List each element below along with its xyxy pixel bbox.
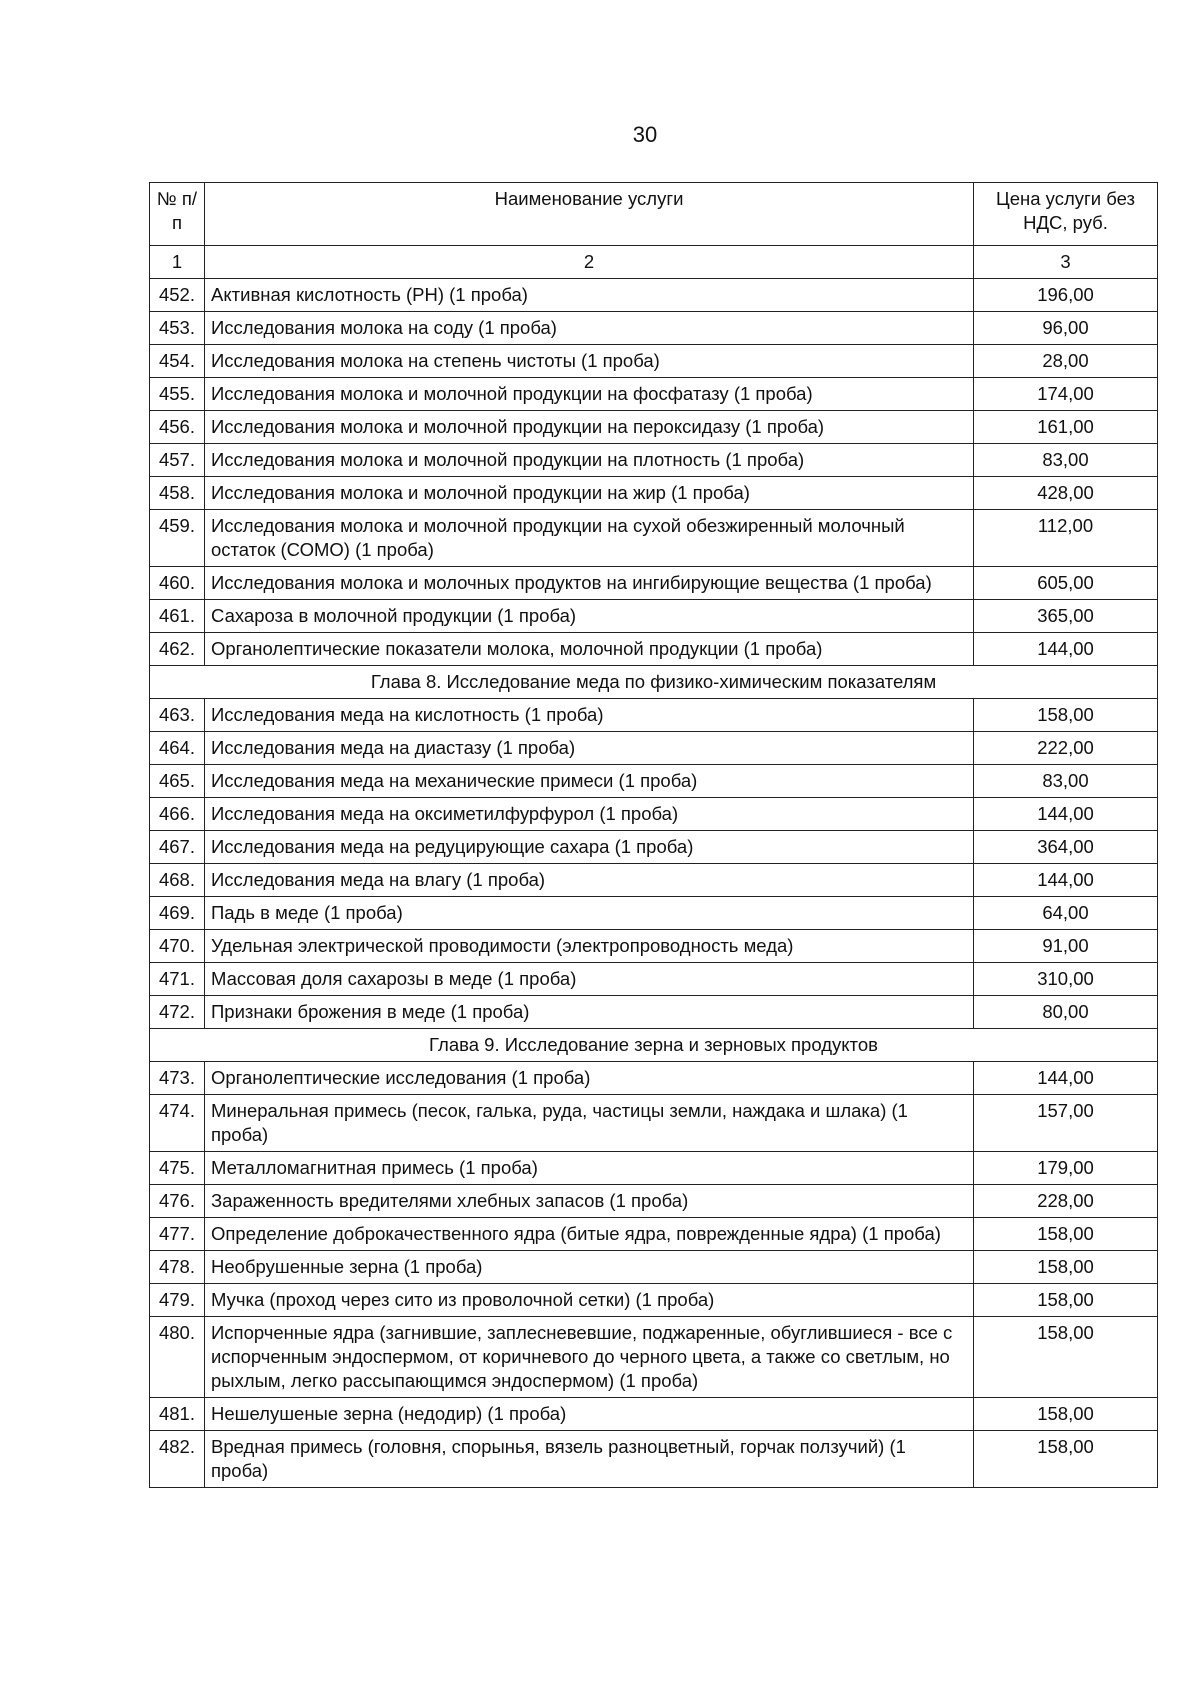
service-name: Исследования молока на степень чистоты (1 проба) [205, 345, 974, 378]
service-name: Исследования молока и молочной продукции на сухой обезжиренный молочный остаток (СОМО) (1 проба) [205, 510, 974, 567]
table-row [150, 1062, 1158, 1095]
service-price: 91,00 [974, 930, 1158, 963]
service-price: 144,00 [974, 864, 1158, 897]
table-row [150, 1185, 1158, 1218]
service-name: Активная кислотность (PH) (1 проба) [205, 279, 974, 312]
table-row [150, 864, 1158, 897]
table-row [150, 345, 1158, 378]
service-name: Исследования молока и молочной продукции на жир (1 проба) [205, 477, 974, 510]
service-price: 83,00 [974, 765, 1158, 798]
row-number: 469. [150, 897, 205, 930]
service-price: 174,00 [974, 378, 1158, 411]
row-number: 466. [150, 798, 205, 831]
chapter-title: Глава 8. Исследование меда по физико-химическим показателям [150, 666, 1158, 699]
service-price: 222,00 [974, 732, 1158, 765]
table-row [150, 378, 1158, 411]
service-name: Исследования молока и молочной продукции на фосфатазу (1 проба) [205, 378, 974, 411]
chapter-row [150, 666, 1158, 699]
service-price: 64,00 [974, 897, 1158, 930]
service-price: 83,00 [974, 444, 1158, 477]
table-row [150, 567, 1158, 600]
table-row [150, 633, 1158, 666]
service-price: 157,00 [974, 1095, 1158, 1152]
service-name: Органолептические показатели молока, молочной продукции (1 проба) [205, 633, 974, 666]
column-index: 2 [205, 246, 974, 279]
row-number: 475. [150, 1152, 205, 1185]
header-num: № п/п [150, 183, 205, 246]
service-price: 158,00 [974, 1284, 1158, 1317]
row-number: 473. [150, 1062, 205, 1095]
service-name: Исследования меда на диастазу (1 проба) [205, 732, 974, 765]
service-price: 228,00 [974, 1185, 1158, 1218]
table-row [150, 798, 1158, 831]
service-price: 96,00 [974, 312, 1158, 345]
service-price: 161,00 [974, 411, 1158, 444]
service-price: 179,00 [974, 1152, 1158, 1185]
service-price: 364,00 [974, 831, 1158, 864]
chapter-row [150, 1029, 1158, 1062]
page-number: 30 [632, 122, 658, 147]
service-name: Зараженность вредителями хлебных запасов (1 проба) [205, 1185, 974, 1218]
column-index: 1 [150, 246, 205, 279]
row-number: 474. [150, 1095, 205, 1152]
service-name: Исследования меда на редуцирующие сахара (1 проба) [205, 831, 974, 864]
service-name: Сахароза в молочной продукции (1 проба) [205, 600, 974, 633]
row-number: 459. [150, 510, 205, 567]
service-name: Падь в меде (1 проба) [205, 897, 974, 930]
row-number: 455. [150, 378, 205, 411]
table-row [150, 477, 1158, 510]
table-body [150, 279, 1158, 1488]
row-number: 452. [150, 279, 205, 312]
service-name: Массовая доля сахарозы в меде (1 проба) [205, 963, 974, 996]
row-number: 472. [150, 996, 205, 1029]
price-table [149, 182, 1158, 1488]
service-name: Исследования молока и молочных продуктов на ингибирующие вещества (1 проба) [205, 567, 974, 600]
service-price: 158,00 [974, 1218, 1158, 1251]
service-name: Вредная примесь (головня, спорынья, вязель разноцветный, горчак ползучий) (1 проба) [205, 1431, 974, 1488]
row-number: 460. [150, 567, 205, 600]
table-row [150, 765, 1158, 798]
table-row [150, 1284, 1158, 1317]
service-name: Признаки брожения в меде (1 проба) [205, 996, 974, 1029]
service-name: Металломагнитная примесь (1 проба) [205, 1152, 974, 1185]
service-price: 28,00 [974, 345, 1158, 378]
service-name: Удельная электрической проводимости (электропроводность меда) [205, 930, 974, 963]
service-name: Исследования меда на механические примеси (1 проба) [205, 765, 974, 798]
row-number: 479. [150, 1284, 205, 1317]
chapter-title: Глава 9. Исследование зерна и зерновых продуктов [150, 1029, 1158, 1062]
row-number: 463. [150, 699, 205, 732]
row-number: 467. [150, 831, 205, 864]
service-name: Исследования молока на соду (1 проба) [205, 312, 974, 345]
service-name: Испорченные ядра (загнившие, заплесневевшие, поджаренные, обуглившиеся - все с испорченным эндоспермом, от коричневого до черного цвета, а также со светлым, но рыхлым, легко рассыпающимся эндоспермом) (1 проба) [205, 1317, 974, 1398]
service-price: 310,00 [974, 963, 1158, 996]
service-price: 365,00 [974, 600, 1158, 633]
row-number: 458. [150, 477, 205, 510]
table-row [150, 600, 1158, 633]
table-row [150, 279, 1158, 312]
header-price: Цена услуги без НДС, руб. [974, 183, 1158, 246]
row-number: 480. [150, 1317, 205, 1398]
service-price: 158,00 [974, 1431, 1158, 1488]
row-number: 465. [150, 765, 205, 798]
row-number: 456. [150, 411, 205, 444]
service-price: 80,00 [974, 996, 1158, 1029]
row-number: 462. [150, 633, 205, 666]
table-row [150, 1152, 1158, 1185]
table-row [150, 930, 1158, 963]
table-row [150, 1431, 1158, 1488]
table-row [150, 444, 1158, 477]
service-name: Исследования молока и молочной продукции на пероксидазу (1 проба) [205, 411, 974, 444]
service-price: 158,00 [974, 1317, 1158, 1398]
service-name: Минеральная примесь (песок, галька, руда, частицы земли, наждака и шлака) (1 проба) [205, 1095, 974, 1152]
column-index-row [150, 246, 1158, 279]
service-name: Органолептические исследования (1 проба) [205, 1062, 974, 1095]
row-number: 481. [150, 1398, 205, 1431]
table-header-row [150, 183, 1158, 246]
row-number: 454. [150, 345, 205, 378]
table-row [150, 411, 1158, 444]
table-row [150, 510, 1158, 567]
table-row [150, 1317, 1158, 1398]
service-price: 428,00 [974, 477, 1158, 510]
row-number: 477. [150, 1218, 205, 1251]
service-price: 158,00 [974, 699, 1158, 732]
row-number: 468. [150, 864, 205, 897]
row-number: 464. [150, 732, 205, 765]
row-number: 470. [150, 930, 205, 963]
row-number: 476. [150, 1185, 205, 1218]
service-name: Необрушенные зерна (1 проба) [205, 1251, 974, 1284]
service-name: Мучка (проход через сито из проволочной сетки) (1 проба) [205, 1284, 974, 1317]
table-row [150, 699, 1158, 732]
row-number: 457. [150, 444, 205, 477]
row-number: 471. [150, 963, 205, 996]
table-row [150, 1251, 1158, 1284]
table-row [150, 1218, 1158, 1251]
table-row [150, 963, 1158, 996]
header-name: Наименование услуги [205, 183, 974, 246]
table-row [150, 897, 1158, 930]
service-name: Исследования молока и молочной продукции на плотность (1 проба) [205, 444, 974, 477]
row-number: 482. [150, 1431, 205, 1488]
table-row [150, 312, 1158, 345]
service-name: Определение доброкачественного ядра (битые ядра, поврежденные ядра) (1 проба) [205, 1218, 974, 1251]
service-price: 196,00 [974, 279, 1158, 312]
service-price: 112,00 [974, 510, 1158, 567]
service-price: 158,00 [974, 1251, 1158, 1284]
column-index: 3 [974, 246, 1158, 279]
row-number: 453. [150, 312, 205, 345]
table-row [150, 732, 1158, 765]
service-price: 144,00 [974, 633, 1158, 666]
table-row [150, 1398, 1158, 1431]
service-price: 144,00 [974, 1062, 1158, 1095]
table-row [150, 1095, 1158, 1152]
service-name: Исследования меда на оксиметилфурфурол (1 проба) [205, 798, 974, 831]
table-row [150, 996, 1158, 1029]
service-price: 605,00 [974, 567, 1158, 600]
service-price: 158,00 [974, 1398, 1158, 1431]
service-price: 144,00 [974, 798, 1158, 831]
service-name: Нешелушеные зерна (недодир) (1 проба) [205, 1398, 974, 1431]
row-number: 478. [150, 1251, 205, 1284]
service-name: Исследования меда на влагу (1 проба) [205, 864, 974, 897]
service-name: Исследования меда на кислотность (1 проба) [205, 699, 974, 732]
table-row [150, 831, 1158, 864]
row-number: 461. [150, 600, 205, 633]
